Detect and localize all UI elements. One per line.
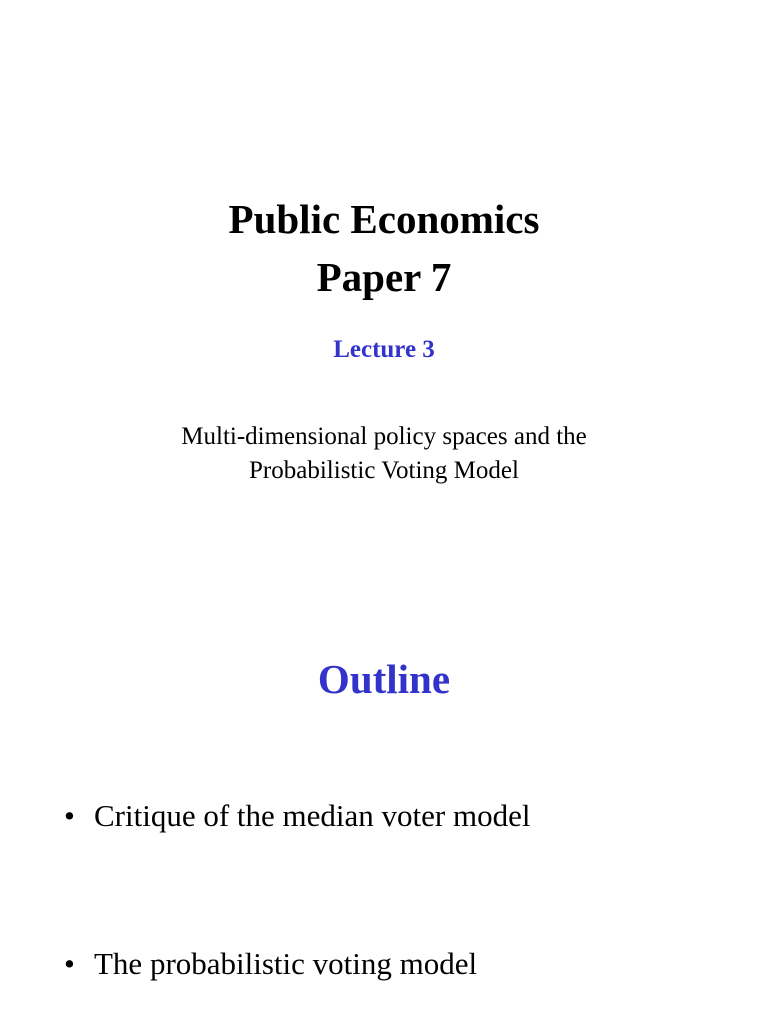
list-item xyxy=(64,796,744,836)
presentation-title xyxy=(0,190,768,306)
subtitle-line-1: Multi-dimensional policy spaces and the xyxy=(181,423,587,450)
lecture-label: Lecture 3 xyxy=(333,336,435,363)
outline-heading: Outline xyxy=(317,656,451,702)
subtitle-line-2: Probabilistic Voting Model xyxy=(249,457,519,484)
title-line-paper: Paper 7 xyxy=(316,254,452,300)
outline-slide xyxy=(0,600,768,1024)
lecture-subtitle xyxy=(0,420,768,488)
bullet-text: The probabilistic voting model xyxy=(94,946,478,981)
bullet-text: Critique of the median voter model xyxy=(94,798,531,833)
outline-bullet-list xyxy=(64,796,744,984)
bullet-icon: • xyxy=(64,946,75,981)
list-item xyxy=(64,944,744,984)
title-line-course: Public Economics xyxy=(228,196,540,242)
bullet-icon: • xyxy=(64,798,75,833)
